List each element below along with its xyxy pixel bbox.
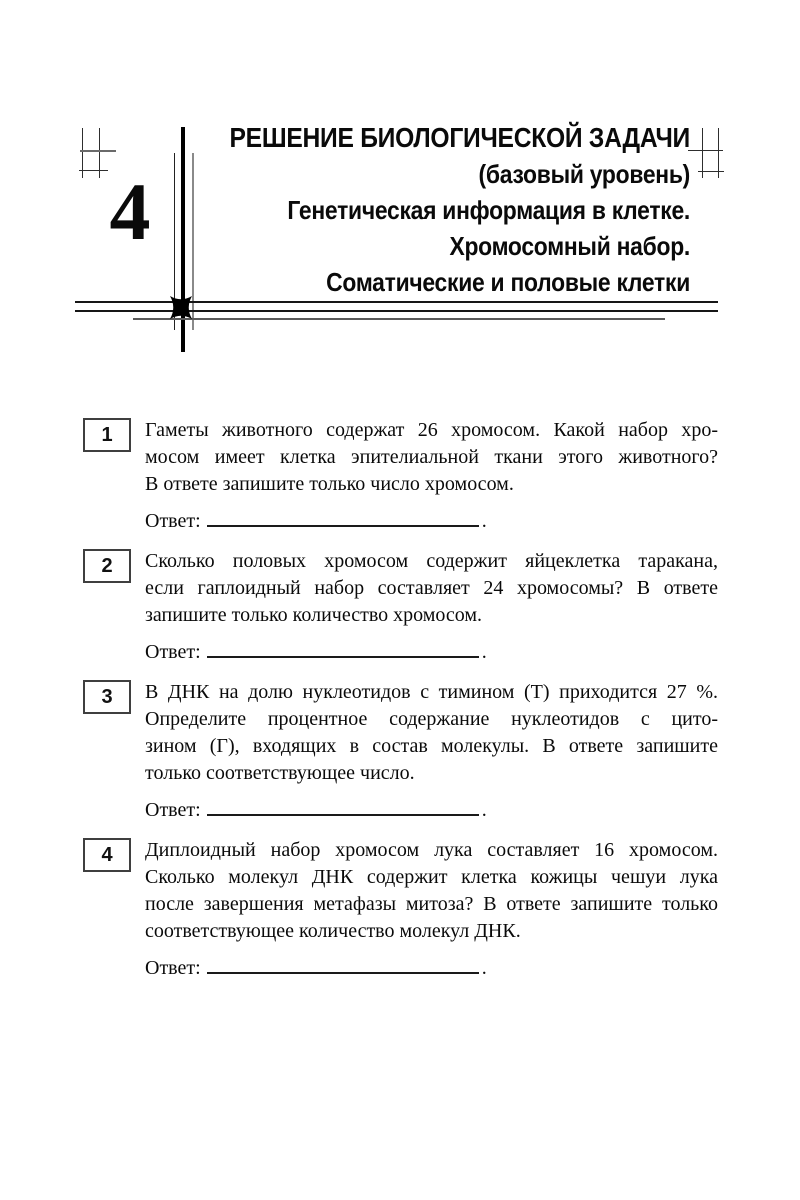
- answer-label: Ответ:: [145, 799, 201, 821]
- chapter-number: 4: [109, 166, 151, 257]
- question-number-box: [83, 549, 131, 583]
- question-text-line: мосом имеет клетка эпителиальной ткани этого животного?: [145, 446, 718, 468]
- question-text-line: после завершения метафазы митоза? В ответе запишите только: [145, 893, 718, 915]
- question-text-line: В ДНК на долю нуклеотидов с тимином (Т) приходится 27 %.: [145, 681, 718, 703]
- question-text: [145, 417, 718, 498]
- chapter-subtitle-line: Соматические и половые клетки: [326, 267, 690, 297]
- question-text-line: соответствующее количество молекул ДНК.: [145, 920, 521, 942]
- question-text-line: если гаплоидный набор составляет 24 хромосомы? В ответе: [145, 577, 718, 599]
- question-text: [145, 548, 718, 629]
- question-number: 2: [101, 554, 113, 577]
- question-text-line: Сколько молекул ДНК содержит клетка кожицы чешуи лука: [145, 866, 718, 888]
- answer-period: .: [481, 641, 487, 663]
- chapter-subtitle-line: Хромосомный набор.: [449, 231, 690, 261]
- question-text-line: Гаметы животного содержат 26 хромосом. Какой набор хро-: [145, 419, 718, 441]
- question-text-line: Диплоидный набор хромосом лука составляет 16 хромосом.: [145, 839, 718, 861]
- question-block: [83, 679, 718, 824]
- chapter-title-line: РЕШЕНИЕ БИОЛОГИЧЕСКОЙ ЗАДАЧИ: [229, 122, 690, 153]
- question-number: 1: [101, 423, 113, 446]
- question-text: [145, 679, 718, 787]
- answer-row: [145, 636, 718, 666]
- question-text-line: Определите процентное содержание нуклеотидов с цито-: [145, 708, 718, 730]
- answer-blank-line: [207, 794, 479, 816]
- answer-period: .: [481, 510, 487, 532]
- question-block: [83, 837, 718, 982]
- answer-period: .: [481, 957, 487, 979]
- answer-row: [145, 505, 718, 535]
- answer-label: Ответ:: [145, 957, 201, 979]
- answer-label: Ответ:: [145, 641, 201, 663]
- question-block: [83, 548, 718, 666]
- questions: [83, 417, 718, 995]
- question-number-box: [83, 838, 131, 872]
- answer-label: Ответ:: [145, 510, 201, 532]
- answer-row: [145, 794, 718, 824]
- answer-period: .: [481, 799, 487, 821]
- chapter-subtitle-line: Генетическая информация в клетке.: [287, 195, 690, 225]
- question-number-box: [83, 680, 131, 714]
- star-ornament-icon: [170, 296, 192, 319]
- question-text-line: запишите только количество хромосом.: [145, 604, 483, 626]
- question-number: 3: [101, 685, 113, 708]
- question-text: [145, 837, 718, 945]
- question-number-box: [83, 418, 131, 452]
- question-block: [83, 417, 718, 535]
- chapter-header: [197, 120, 690, 300]
- question-text-line: Сколько половых хромосом содержит яйцеклетка таракана,: [145, 550, 718, 572]
- question-text-line: В ответе запишите только число хромосом.: [145, 473, 514, 495]
- answer-blank-line: [207, 952, 479, 974]
- question-text-line: только соответствующее число.: [145, 762, 415, 784]
- answer-row: [145, 952, 718, 982]
- answer-blank-line: [207, 636, 479, 658]
- answer-blank-line: [207, 505, 479, 527]
- question-number: 4: [101, 843, 113, 866]
- header-rule-bottom: [133, 318, 665, 320]
- header-divider-gray-line: [192, 153, 194, 330]
- chapter-level-line: (базовый уровень): [478, 159, 690, 189]
- question-text-line: зином (Г), входящих в состав молекулы. В ответе запишите: [145, 735, 718, 757]
